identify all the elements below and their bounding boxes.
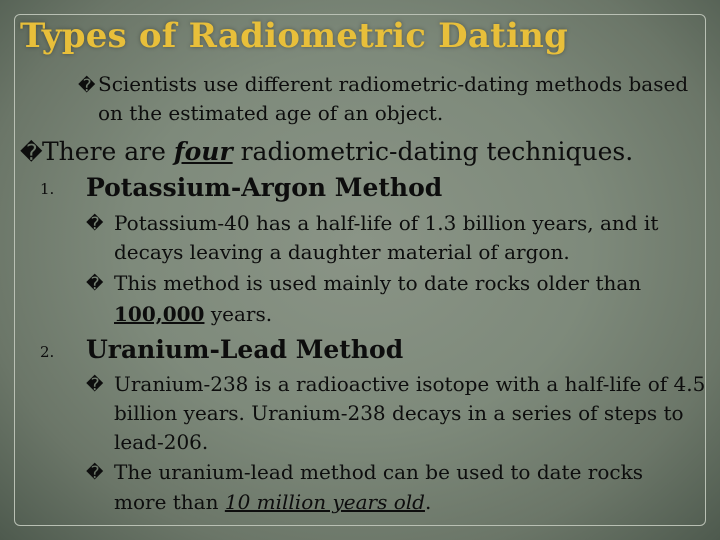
section-1-point-2-text-after: years.: [204, 302, 273, 326]
section-1-point-1-line-2: decays leaving a daughter material of argon.: [114, 240, 570, 264]
intro-text-1: Scientists use different radiometric-dating methods based: [98, 72, 689, 96]
bullet-icon: �: [86, 214, 104, 234]
section-1-point-1-line-1: Potassium-40 has a half-life of 1.3 billion years, and it: [114, 211, 659, 235]
bullet-icon: �: [86, 274, 104, 294]
section-2-point-1-line-1: Uranium-238 is a radioactive isotope with a half-life of 4.5: [114, 372, 706, 396]
intro-line-1: [78, 72, 688, 96]
bullet-icon: �: [20, 141, 43, 166]
slide-title: Types of Radiometric Dating: [20, 16, 568, 56]
section-1-point-2-line-1: This method is used mainly to date rocks older than: [114, 271, 642, 295]
statement-emphasis: four: [173, 137, 233, 166]
section-2-heading: Uranium-Lead Method: [86, 335, 404, 364]
section-2-point-1-line-2: billion years. Uranium-238 decays in a series of steps to: [114, 401, 684, 425]
statement-text-after: radiometric-dating techniques.: [232, 137, 634, 166]
intro-line-2: on the estimated age of an object.: [98, 101, 444, 125]
section-2-point-2-text-before: more than: [114, 490, 225, 514]
bullet-icon: �: [78, 76, 96, 96]
section-2-point-2-text-after: .: [424, 490, 432, 514]
section-1-number: 1.: [40, 180, 55, 198]
section-2-point-2-line-2: [114, 490, 431, 514]
bullet-icon: �: [86, 375, 104, 395]
section-2-point-2-emphasis: 10 million years old: [224, 490, 425, 514]
statement-text-before: There are: [42, 137, 174, 166]
section-1-heading: Potassium-Argon Method: [86, 173, 443, 202]
statement-line: [20, 137, 633, 166]
section-1-point-2-line-2: [114, 302, 272, 326]
section-1-point-2-emphasis: 100,000: [114, 302, 205, 326]
section-2-number: 2.: [40, 343, 55, 361]
bullet-icon: �: [86, 463, 104, 483]
section-2-point-1-line-3: lead-206.: [114, 430, 209, 454]
section-2-point-2-line-1: The uranium-lead method can be used to date rocks: [114, 460, 643, 484]
